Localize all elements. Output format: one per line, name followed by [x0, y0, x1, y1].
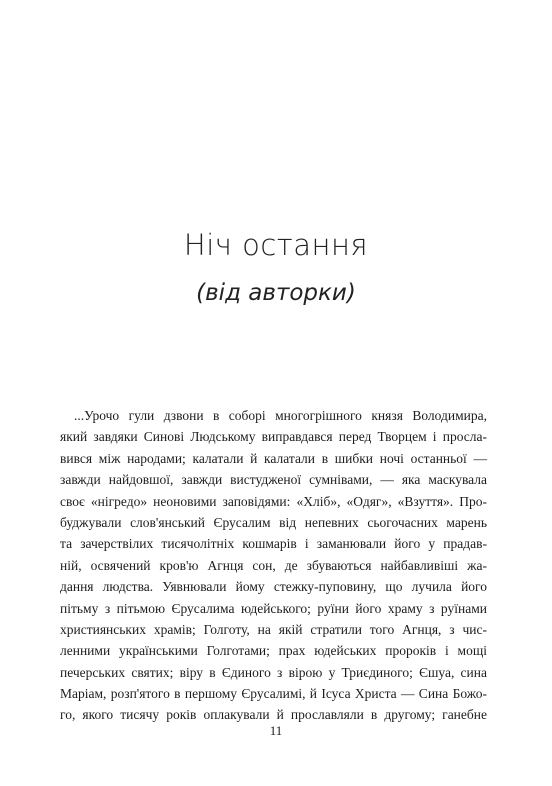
text-line: буджували слов'янський Єрусалим від непевних сьогочасних марень [60, 514, 487, 530]
chapter-subtitle: (від авторки) [196, 280, 356, 306]
text-line: який завдяки Синові Людському виправдався перед Творцем і просла- [60, 429, 487, 445]
text-line: пітьму з пітьмою Єрусалима юдейського; руїни його храму з руїнами [60, 600, 487, 616]
text-line: завжди найдовшої, завжди вистудженої сумнівами, — яка маскувала [60, 472, 487, 488]
chapter-title: Ніч остання [183, 228, 369, 262]
text-line: своє «нігредо» неоновими заповідями: «Хліб», «Одяг», «Взуття». Про- [60, 493, 487, 509]
text-line: ній, освячений кров'ю Агнця сон, де збуваються найбавливіші жа- [60, 557, 487, 573]
text-line: Маріам, розп'ятого в першому Єрусалимі, й Ісуса Христа — Сина Божо- [60, 686, 487, 702]
text-line: вився між народами; калатали й калатали в шибки ночі останньої — [60, 450, 487, 466]
text-line: та зачерствілих тисячолітніх кошмарів і заманювали його у прадав- [60, 536, 487, 552]
text-line: го, якого тисячу років оплакували й прославляли в другому; ганебне [60, 707, 487, 723]
text-line: ленними українськими Голготами; прах юдейських пророків і мощі [60, 643, 487, 659]
body-text [60, 405, 487, 726]
text-line: християнських храмів; Голготу, на якій стратили того Агнця, з чис- [60, 621, 487, 637]
text-line: дання людства. Уявнювали йому стежку-пуповину, що лучила його [60, 579, 487, 595]
text-line: печерських святих; віру в Єдиного з вірою у Триєдиного; Єшуа, сина [60, 664, 487, 680]
page-number: 11 [269, 723, 283, 738]
text-line: ...Урочо гули дзвони в соборі многогрішного князя Володимира, [74, 408, 487, 423]
